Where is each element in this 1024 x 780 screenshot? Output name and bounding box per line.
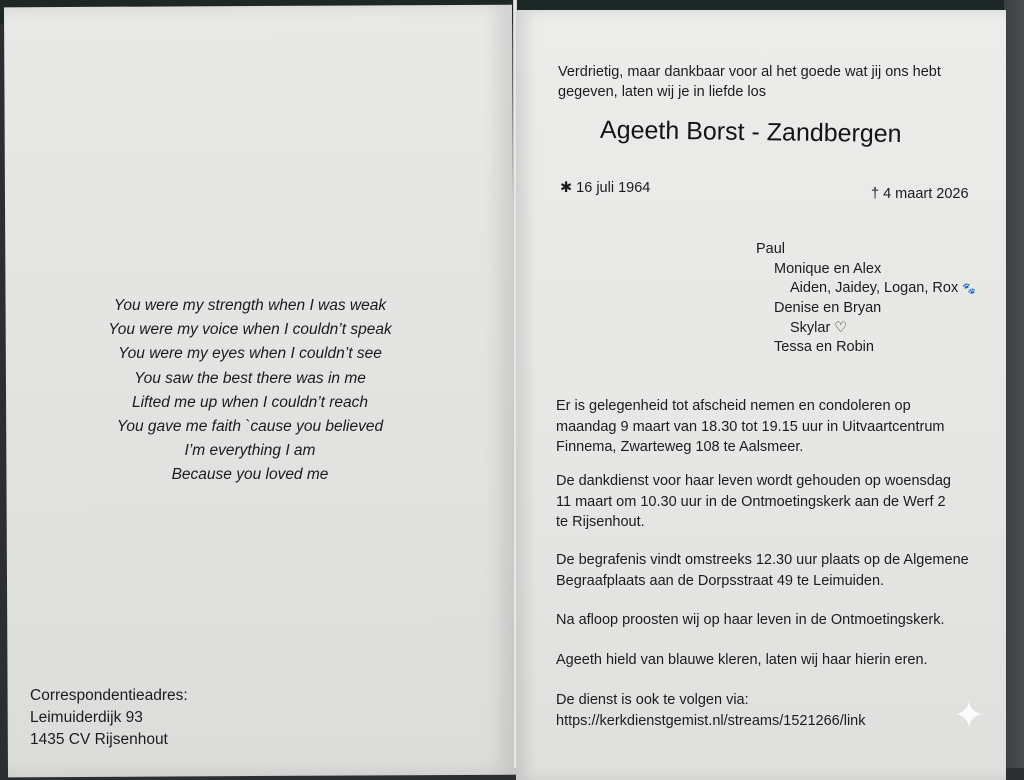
family-member: Tessa en Robin bbox=[774, 339, 874, 356]
correspondence-label: Correspondentieadres: bbox=[30, 687, 188, 704]
family-member: Skylar ♡ bbox=[790, 319, 848, 336]
heart-icon: ♡ bbox=[834, 319, 848, 336]
poem-line: You gave me faith `cause you believed bbox=[116, 417, 384, 435]
deceased-name: Ageeth Borst - Zandbergen bbox=[599, 115, 902, 149]
birth-date-text: 16 juli 1964 bbox=[576, 180, 651, 196]
family-member: Aiden, Jaidey, Logan, Rox 🐾 bbox=[790, 280, 976, 297]
correspondence-city: 1435 CV Rijsenhout bbox=[30, 731, 168, 748]
blue-clothes-paragraph: Ageeth hield van blauwe kleren, laten wij haar hierin eren. bbox=[556, 652, 928, 668]
death-date bbox=[871, 186, 969, 202]
farewell-paragraph: Er is gelegenheid tot afscheid nemen en condoleren op maandag 9 maart van 18.30 tot 19.15 uur in Uitvaartcentrum Finnema, Zwarteweg 108 te Aalsmeer. bbox=[556, 398, 945, 455]
poem-line: You were my eyes when I couldn’t see bbox=[118, 345, 382, 363]
death-date-text: 4 maart 2026 bbox=[883, 186, 969, 202]
correspondence-address bbox=[30, 685, 188, 751]
poem-line: You saw the best there was in me bbox=[134, 369, 366, 387]
burial-paragraph: De begrafenis vindt omstreeks 12.30 uur plaats op de Algemene Begraafplaats aan de Dorpsstraat 49 te Leimuiden. bbox=[556, 552, 969, 589]
poem-line: You were my strength when I was weak bbox=[113, 297, 387, 314]
background-right bbox=[1004, 0, 1024, 768]
poem-line: Lifted me up when I couldn’t reach bbox=[131, 393, 369, 411]
cross-icon: † bbox=[871, 186, 880, 202]
sparkle-icon: ✦ bbox=[953, 695, 985, 737]
family-member: Paul bbox=[756, 241, 786, 257]
card-fold bbox=[513, 0, 517, 768]
poem-line: Because you loved me bbox=[171, 466, 329, 484]
toast-paragraph: Na afloop proosten wij op haar leven in de Ontmoetingskerk. bbox=[556, 612, 945, 628]
family-member: Denise en Bryan bbox=[774, 300, 882, 317]
intro-text: Verdrietig, maar dankbaar voor al het goede wat jij ons hebt gegeven, laten wij je in liefde los bbox=[558, 64, 941, 100]
stream-paragraph bbox=[556, 690, 986, 731]
stream-label: De dienst is ook te volgen via: bbox=[556, 692, 749, 708]
stream-link[interactable]: https://kerkdienstgemist.nl/streams/1521266/link bbox=[556, 712, 866, 729]
family-member: Monique en Alex bbox=[774, 260, 882, 277]
correspondence-street: Leimuiderdijk 93 bbox=[30, 709, 143, 726]
poem-line: I’m everything I am bbox=[184, 442, 316, 460]
poem-line: You were my voice when I couldn’t speak bbox=[108, 321, 392, 339]
poem bbox=[80, 294, 420, 488]
birth-date bbox=[560, 180, 650, 196]
birth-star-icon: ✱ bbox=[560, 180, 573, 196]
service-paragraph: De dankdienst voor haar leven wordt gehouden op woensdag 11 maart om 10.30 uur in de Ontmoetingskerk aan de Werf 2 te Rijsenhout. bbox=[556, 473, 951, 530]
paw-icon: 🐾 bbox=[962, 283, 976, 296]
family-list bbox=[756, 240, 976, 358]
